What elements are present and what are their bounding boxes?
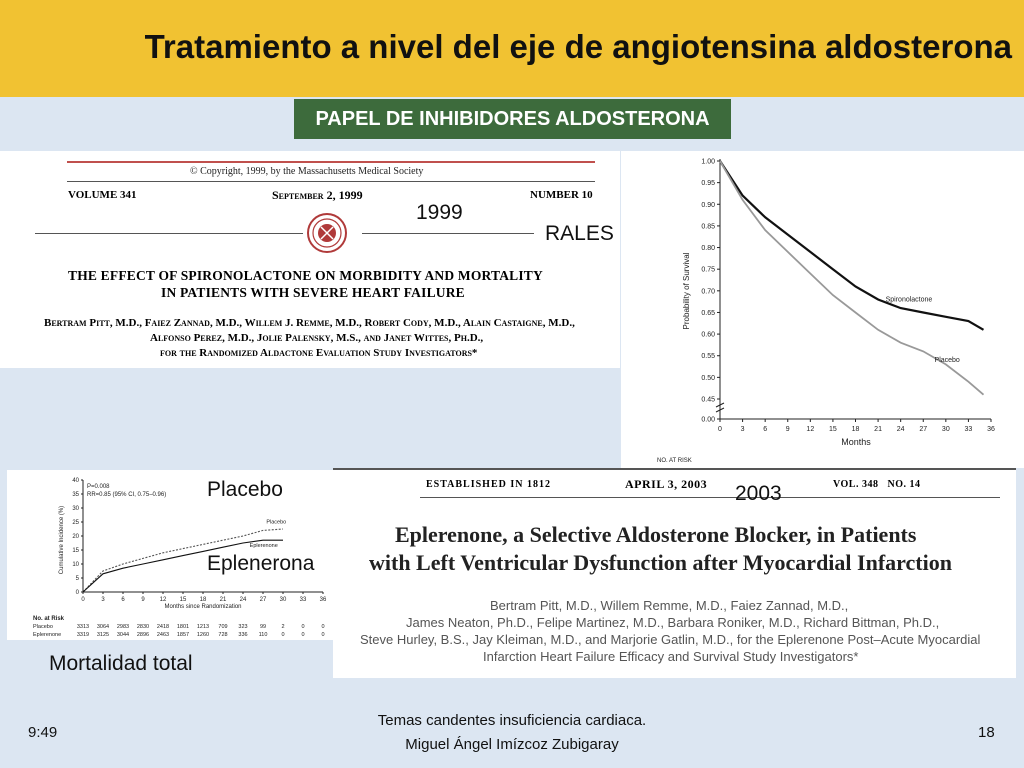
ephesus-date-label: APRIL 3, 2003 [625, 477, 708, 491]
subtitle-box: PAPEL DE INHIBIDORES ALDOSTERONA [294, 99, 731, 139]
thin-rule [67, 181, 595, 182]
survival-y-tick-label: 1.00 [701, 158, 715, 166]
risk-value: 3125 [96, 632, 110, 638]
survival-y-tick-label: 0.00 [701, 416, 715, 424]
risk-value: 1213 [196, 624, 210, 630]
survival-y-tick-label: 0.45 [701, 396, 715, 404]
survival-y-tick-label: 0.80 [701, 245, 715, 253]
risk-value: 110 [258, 632, 268, 638]
survival-y-tick-label: 0.75 [701, 266, 715, 274]
risk-value: 0 [321, 632, 325, 638]
number-label: NUMBER 10 [530, 189, 593, 201]
survival-x-tick-label: 21 [874, 426, 882, 433]
ephesus-volume-label: VOL. 348 NO. 14 [833, 479, 921, 490]
incidence-y-tick-label: 35 [72, 492, 79, 498]
ephesus-title-line1: Eplerenone, a Selective Aldosterone Blocker, in Patients [395, 522, 917, 547]
incidence-y-tick-label: 5 [75, 576, 79, 582]
survival-x-tick-label: 6 [763, 426, 768, 433]
incidence-stats-line2: RR=0.85 (95% CI, 0.75–0.96) [87, 492, 167, 498]
risk-value: 2896 [136, 632, 150, 638]
risk-value: 2830 [136, 624, 150, 630]
survival-y-tick-label: 0.50 [701, 374, 715, 382]
article-title-line2: IN PATIENTS WITH SEVERE HEART FAILURE [161, 285, 465, 300]
incidence-x-tick-label: 6 [121, 597, 125, 603]
incidence-x-tick-label: 21 [219, 597, 227, 603]
risk-value: 99 [259, 624, 267, 630]
incidence-ylabel: Cumulative Incidence (%) [59, 505, 65, 575]
survival-risk-label: NO. AT RISK [657, 458, 692, 464]
top-red-rule [67, 161, 595, 163]
survival-x-tick-label: 30 [941, 426, 950, 433]
incidence-x-tick-label: 18 [199, 597, 207, 603]
risk-value: 2983 [116, 624, 130, 630]
incidence-x-tick-label: 30 [279, 597, 287, 603]
ephesus-authors-line2: James Neaton, Ph.D., Felipe Martinez, M.D., Barbara Roniker, M.D., Richard Bittman, Ph.D., [406, 615, 940, 630]
risk-value: 3319 [76, 632, 90, 638]
mortality-caption: Mortalidad total [49, 652, 193, 675]
survival-x-tick-label: 12 [806, 426, 815, 433]
placebo-label: Placebo [934, 357, 960, 365]
risk-value: 709 [218, 624, 228, 630]
risk-value: 3044 [116, 632, 130, 638]
incidence-y-tick-label: 0 [75, 590, 79, 596]
established-label: ESTABLISHED IN 1812 [426, 479, 551, 490]
survival-xlabel: Months [841, 437, 871, 447]
survival-y-tick-label: 0.60 [701, 331, 715, 339]
ephesus-year-label: 2003 [735, 482, 782, 505]
risk-row-label: Placebo [33, 624, 53, 630]
ephesus-authors-line1: Bertram Pitt, M.D., Willem Remme, M.D., Faiez Zannad, M.D., [490, 598, 849, 613]
risk-value: 2418 [156, 624, 170, 630]
incidence-y-tick-label: 20 [72, 534, 79, 540]
rales-article-panel [0, 151, 620, 368]
date-label: September 2, 1999 [272, 188, 363, 202]
survival-y-tick-label: 0.95 [701, 180, 715, 188]
footer-line1: Temas candentes insuficiencia cardiaca. [377, 712, 647, 729]
mid-rule [420, 497, 1000, 498]
risk-value: 1857 [176, 632, 190, 638]
incidence-y-tick-label: 40 [72, 478, 79, 484]
incidence-risk-header: No. at Risk [33, 616, 65, 622]
risk-value: 1260 [196, 632, 210, 638]
incidence-stats-line1: P=0.008 [87, 484, 110, 490]
rales-study-label: RALES [545, 222, 614, 245]
survival-x-tick-label: 36 [987, 426, 995, 433]
incidence-x-tick-label: 9 [141, 597, 145, 603]
incidence-y-tick-label: 30 [72, 506, 79, 512]
incidence-y-tick-label: 10 [72, 562, 79, 568]
ephesus-authors-line3: Steve Hurley, B.S., Jay Kleiman, M.D., and Marjorie Gatlin, M.D., for the Eplerenone Post–Acute Myocardial [360, 632, 981, 647]
survival-y-tick-label: 0.70 [701, 288, 715, 296]
risk-value: 728 [218, 632, 228, 638]
survival-x-tick-label: 33 [964, 426, 973, 433]
rule-right [362, 233, 534, 234]
risk-value: 3064 [96, 624, 110, 630]
incidence-eplerenone-label: Eplerenone [249, 543, 278, 550]
risk-value: 1801 [176, 624, 190, 630]
risk-value: 2463 [156, 632, 170, 638]
incidence-x-tick-label: 12 [159, 597, 167, 603]
incidence-y-tick-label: 25 [72, 520, 79, 526]
incidence-x-tick-label: 36 [319, 597, 327, 603]
incidence-x-tick-label: 27 [259, 597, 267, 603]
risk-value: 0 [301, 624, 305, 630]
incidence-xlabel: Months since Randomization [164, 604, 242, 610]
label-eplerenona: Eplenerona [207, 552, 315, 575]
spironolactone-label: Spironolactone [885, 296, 933, 304]
ephesus-article-panel [333, 468, 1016, 678]
ephesus-authors-line4: Infarction Heart Failure Efficacy and Survival Study Investigators* [483, 649, 859, 664]
risk-value: 0 [301, 632, 305, 638]
survival-y-tick-label: 0.55 [701, 353, 715, 361]
risk-value: 0 [281, 632, 285, 638]
risk-value: 0 [321, 624, 325, 630]
survival-y-tick-label: 0.90 [701, 201, 715, 209]
slide-title: Tratamiento a nivel del eje de angiotensina aldosterona [144, 28, 1012, 65]
top-rule [333, 468, 1016, 470]
ephesus-title-line2: with Left Ventricular Dysfunction after Myocardial Infarction [369, 550, 952, 575]
risk-value: 2 [281, 624, 285, 630]
copyright-line: © Copyright, 1999, by the Massachusetts Medical Society [190, 166, 424, 177]
spironolactone-line [720, 161, 984, 330]
footer-line2: Miguel Ángel Imízcoz Zubigaray [405, 736, 619, 753]
footer-time: 9:49 [28, 724, 58, 741]
risk-value: 336 [238, 632, 248, 638]
risk-value: 3313 [76, 624, 90, 630]
incidence-x-tick-label: 33 [299, 597, 307, 603]
survival-chart [621, 151, 1024, 468]
risk-row-label: Eplerenone [33, 632, 62, 638]
survival-x-tick-label: 24 [896, 426, 905, 433]
survival-x-tick-label: 18 [851, 426, 860, 433]
society-seal-icon [307, 213, 347, 253]
authors-line3: for the Randomized Aldactone Evaluation Study Investigators* [160, 347, 478, 359]
survival-x-tick-label: 27 [919, 426, 928, 433]
incidence-x-tick-label: 3 [101, 597, 105, 603]
incidence-x-tick-label: 0 [81, 597, 85, 603]
survival-x-tick-label: 0 [718, 426, 722, 433]
footer-page: 18 [978, 724, 995, 741]
incidence-x-tick-label: 15 [179, 597, 187, 603]
volume-label: VOLUME 341 [68, 189, 137, 201]
article-title-line1: THE EFFECT OF SPIRONOLACTONE ON MORBIDITY AND MORTALITY [68, 268, 543, 283]
survival-ylabel: Probability of Survival [682, 252, 691, 330]
survival-x-tick-label: 9 [785, 426, 790, 433]
incidence-placebo-label: Placebo [266, 519, 287, 526]
rales-year-label: 1999 [416, 201, 463, 224]
incidence-y-tick-label: 15 [72, 548, 79, 554]
survival-chart-panel [621, 151, 1024, 468]
label-placebo: Placebo [207, 478, 283, 501]
survival-y-tick-label: 0.65 [701, 309, 715, 317]
authors-line2: Alfonso Perez, M.D., Jolie Palensky, M.S., and Janet Wittes, Ph.D., [150, 332, 484, 344]
survival-x-tick-label: 15 [829, 426, 837, 433]
survival-y-tick-label: 0.85 [701, 223, 715, 231]
authors-line1: Bertram Pitt, M.D., Faiez Zannad, M.D., Willem J. Remme, M.D., Robert Cody, M.D., Alain Castaigne, M.D., [44, 317, 575, 329]
risk-value: 323 [238, 624, 248, 630]
survival-x-tick-label: 3 [740, 426, 745, 433]
incidence-x-tick-label: 24 [239, 597, 247, 603]
rule-left [35, 233, 303, 234]
